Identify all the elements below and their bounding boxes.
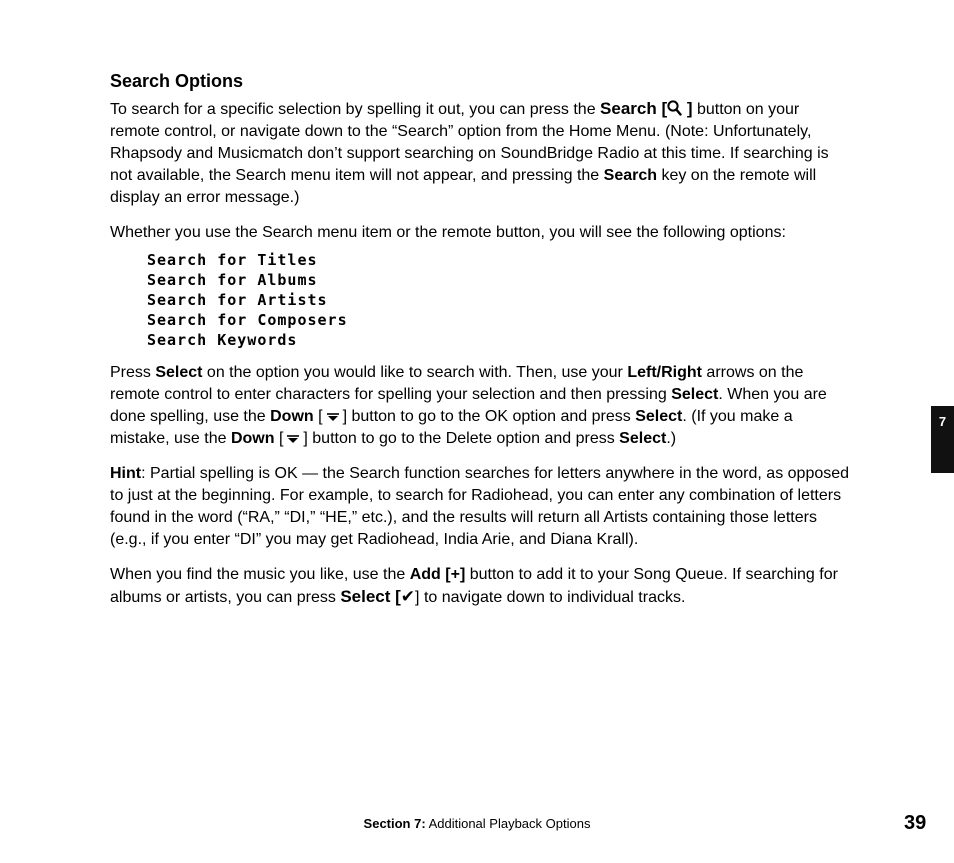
page-number: 39	[904, 812, 927, 834]
option-search-albums: Search for Albums	[147, 271, 318, 289]
text: on the option you would like to search with. Then, use your	[202, 364, 628, 381]
text: . (If you make a mistake, use the	[110, 408, 793, 447]
footer-section-title: Additional Playback Options	[425, 816, 591, 831]
search-word: Search	[603, 167, 658, 184]
text: button to add it to your Song Queue. If searching for albums or artists, you can press	[110, 566, 838, 606]
page-content	[110, 70, 850, 622]
option-search-composers: Search for Composers	[147, 311, 348, 329]
text: ] to navigate down to individual tracks.	[415, 589, 686, 606]
left-right-word: Left/Right	[627, 364, 702, 381]
select-word: Select	[619, 430, 667, 447]
text: : Partial spelling is OK — the Search function searches for letters anywhere in the word, as opposed to just at the beginning. For example, to search for Radiohead, you can enter any combination of letters found in the word (“RA,” “DI,” “HE,” etc.), and the results will return all Artists containing those letters (e.g., if you enter “DI” you may get Radiohead, India Arie, and Diana Krall).	[110, 465, 850, 548]
option-search-keywords: Search Keywords	[147, 331, 298, 349]
magnifier-icon	[667, 100, 682, 116]
select-word: Select	[671, 386, 719, 403]
search-key-close: ]	[682, 99, 693, 118]
footer-section-label: Section 7:	[363, 816, 426, 831]
search-key-label	[600, 99, 692, 118]
paragraph-select-usage	[110, 362, 850, 450]
search-options-list	[147, 250, 850, 350]
paragraph-search-intro	[110, 98, 850, 209]
text: [	[274, 430, 284, 447]
text: .)	[666, 430, 677, 447]
search-key-text: Search [	[600, 99, 668, 118]
select-word: Select	[155, 364, 203, 381]
text: key on the remote will display an error message.)	[110, 167, 817, 206]
text: Press	[110, 364, 156, 381]
text: button on your remote control, or navigate down to the “Search” option from the Home Menu. (Note: Unfortunately, Rhapsody and Musicmatch don’t support searching on SoundBridge Radio at this time. If searching is not available, the Search menu item will not appear, and pressing the	[110, 101, 829, 184]
text: [	[313, 408, 323, 425]
text: arrows on the remote control to enter characters for spelling your selection and then pressing	[110, 364, 804, 403]
select-key-label: Select [	[340, 587, 401, 606]
option-search-titles: Search for Titles	[147, 251, 318, 269]
section-heading: Search Options	[110, 71, 244, 91]
text: When you find the music you like, use the	[110, 566, 410, 583]
footer	[0, 816, 954, 831]
text: . When you are done spelling, use the	[110, 386, 827, 425]
option-search-artists: Search for Artists	[147, 291, 328, 309]
text: To search for a specific selection by spelling it out, you can press the	[110, 101, 601, 118]
select-word: Select	[635, 408, 683, 425]
paragraph-hint	[110, 463, 850, 551]
paragraph-add-to-queue	[110, 564, 850, 609]
paragraph-options-intro: Whether you use the Search menu item or the remote button, you will see the following options:	[110, 224, 786, 241]
down-arrow-icon	[325, 411, 341, 423]
text: ] button to go to the Delete option and press	[303, 430, 620, 447]
checkmark-icon: ✔	[400, 587, 416, 606]
chapter-tab: 7	[931, 406, 954, 473]
down-arrow-icon	[285, 433, 301, 445]
text: ] button to go to the OK option and press	[342, 408, 636, 425]
down-word: Down	[270, 408, 314, 425]
down-word: Down	[230, 430, 275, 447]
hint-label: Hint	[110, 465, 142, 482]
add-word: Add [+]	[409, 566, 466, 583]
